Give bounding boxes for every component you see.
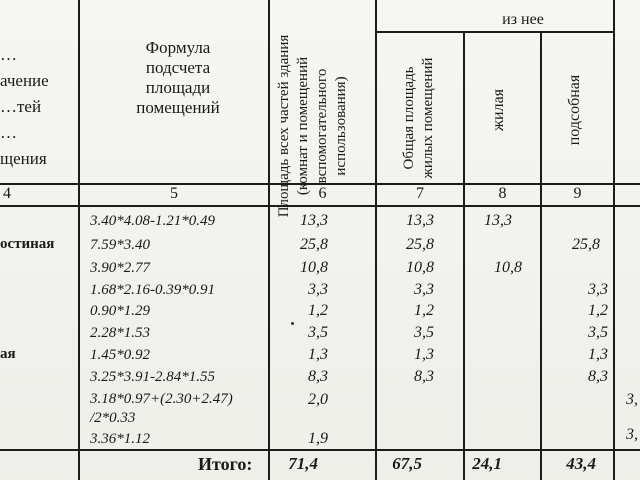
total-area-value: 25,8: [300, 236, 328, 253]
auxiliary-value: 25,8: [572, 236, 600, 253]
total-area-value: 8,3: [308, 368, 328, 385]
total-area-value: 10,8: [300, 259, 328, 276]
grid-line: [540, 32, 542, 480]
grid-line: [78, 0, 80, 480]
total-area-value: 1,2: [308, 302, 328, 319]
living-value: 13,3: [484, 212, 512, 229]
total-area-value: 13,3: [300, 212, 328, 229]
totals-auxiliary: 43,4: [566, 454, 596, 473]
cropped-value: 3,: [626, 426, 638, 443]
ink-speck: [291, 322, 294, 325]
area-formula: 3.90*2.77: [90, 260, 150, 276]
header-formula: Формула подсчета площади помещений: [136, 38, 220, 117]
area-formula: 3.40*4.08-1.21*0.49: [90, 213, 215, 229]
totals-living-total: 67,5: [392, 454, 422, 473]
header-of-which: из нее: [502, 11, 544, 28]
living-total-value: 10,8: [406, 259, 434, 276]
header-living-total: Общая площадь жилых помещений: [401, 57, 436, 179]
total-area-value: 2,0: [308, 391, 328, 408]
header-total-area: Площадь всех частей здания (комнат и помещений вспомогательного использования): [276, 34, 349, 218]
header-auxiliary: подсобная: [566, 74, 583, 146]
living-total-value: 13,3: [406, 212, 434, 229]
area-formula: 7.59*3.40: [90, 237, 150, 253]
room-name: остиная: [0, 236, 55, 252]
column-number: 5: [170, 185, 178, 202]
area-formula: 3.25*3.91-2.84*1.55: [90, 369, 215, 385]
header-living: жилая: [490, 88, 507, 132]
total-area-value: 3,3: [308, 281, 328, 298]
area-formula: 1.68*2.16-0.39*0.91: [90, 282, 215, 298]
auxiliary-value: 1,2: [588, 302, 608, 319]
auxiliary-value: 3,3: [588, 281, 608, 298]
column-number: 4: [3, 185, 11, 202]
totals-label: Итого:: [198, 454, 253, 474]
living-total-value: 8,3: [414, 368, 434, 385]
living-total-value: 3,5: [414, 324, 434, 341]
living-value: 10,8: [494, 259, 522, 276]
total-area-value: 1,9: [308, 430, 328, 447]
header-room-name: …ачение …тей …щения: [0, 45, 49, 168]
cropped-value: 3,: [626, 391, 638, 408]
living-total-value: 1,3: [414, 346, 434, 363]
column-number: 8: [498, 185, 507, 202]
column-number: 9: [573, 185, 582, 202]
column-number: 6: [318, 185, 327, 202]
total-area-value: 1,3: [308, 346, 328, 363]
auxiliary-value: 1,3: [588, 346, 608, 363]
totals-living: 24,1: [472, 454, 502, 473]
auxiliary-value: 8,3: [588, 368, 608, 385]
living-total-value: 1,2: [414, 302, 434, 319]
auxiliary-value: 3,5: [588, 324, 608, 341]
area-formula: 2.28*1.53: [90, 325, 150, 341]
grid-line: [0, 449, 640, 451]
living-total-value: 25,8: [406, 236, 434, 253]
grid-line: [375, 31, 615, 33]
totals-total-area: 71,4: [288, 454, 318, 473]
area-formula: 0.90*1.29: [90, 303, 150, 319]
total-area-value: 3,5: [308, 324, 328, 341]
column-number: 7: [416, 185, 424, 202]
room-name: ая: [0, 346, 16, 362]
area-formula: 3.36*1.12: [90, 431, 150, 447]
living-total-value: 3,3: [414, 281, 434, 298]
area-formula: 3.18*0.97+(2.30+2.47) /2*0.33: [90, 391, 233, 426]
area-formula: 1.45*0.92: [90, 347, 150, 363]
grid-line: [463, 32, 465, 480]
